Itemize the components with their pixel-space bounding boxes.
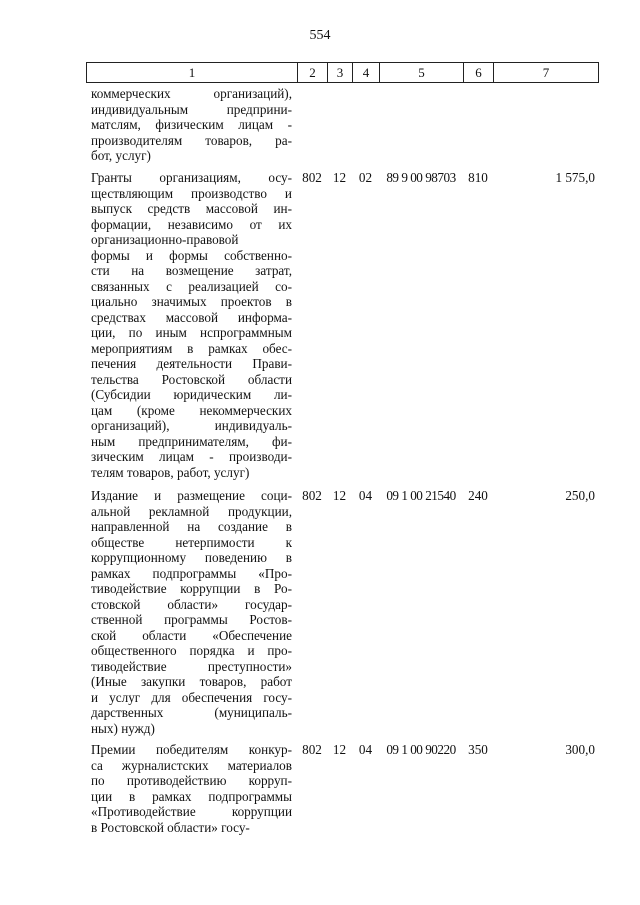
description-line: тиводействие преступности» [91,658,292,674]
description-line: коррупционному поведению в [91,550,292,565]
description-line: Премии победителям конкур- [91,742,292,757]
description-line: ществляющим производство и [91,185,292,201]
description-line: сти на возмещение затрат, [91,263,292,278]
description-line: ных) нужд) [91,720,155,736]
column-header-3: 3 [328,63,353,82]
table-row [86,86,599,164]
column-header-6: 6 [464,63,494,82]
cell-col-3: 12 [332,742,347,757]
description-line: направленной на создание в [91,519,292,534]
description-line: связанных с реализацией со- [91,278,292,294]
cell-col-3: 12 [332,170,347,185]
cell-col-4: 04 [358,488,373,503]
description-line: ции в рамках подпрограммы [91,788,292,804]
cell-col-5: 09 1 00 90220 [386,742,456,757]
description-line: бот, услуг) [91,148,151,163]
description-line: формации, независимо от их [91,216,292,232]
row-description [91,170,292,480]
description-line: телям товаров, работ, услуг) [91,464,250,480]
description-line: тельства Ростовской области [91,371,292,387]
description-line: ственной программы Ростов- [91,612,292,627]
cell-col-2: 802 [302,742,322,757]
description-line: обществе нетерпимости к [91,534,292,550]
table-row [86,488,599,736]
cell-col-7: 250,0 [565,488,595,503]
description-line: формы и формы собственно- [91,247,292,263]
description-line: тиводействие коррупции в Ро- [91,581,292,596]
description-line: выпуск средств массовой ин- [91,201,292,216]
row-description [91,488,292,736]
table-header [86,62,599,83]
description-line: общественного порядка и про- [91,643,292,658]
cell-col-6: 350 [468,742,488,757]
description-line: коммерческих организаций), [91,86,292,101]
column-header-5: 5 [380,63,464,82]
column-header-1: 1 [87,63,298,82]
cell-col-4: 02 [358,170,373,185]
row-description [91,86,292,164]
description-line: зическим лицам - производи- [91,449,292,464]
description-line: по противодействию корруп- [91,773,292,788]
description-line: в Ростовской области» госу- [91,819,250,835]
cell-col-6: 810 [468,170,488,185]
page-number: 554 [309,28,331,43]
description-line: стовской области» государ- [91,596,292,612]
table-row [86,170,599,480]
description-line: мероприятиям в рамках обес- [91,340,292,356]
description-line: циально значимых проектов в [91,294,292,309]
cell-col-6: 240 [468,488,488,503]
description-line: ным предпринимателям, фи- [91,433,292,449]
description-line: Гранты организациям, осу- [91,170,292,185]
description-line: печения деятельности Прави- [91,356,292,371]
description-line: (Иные закупки товаров, работ [91,674,292,689]
cell-col-2: 802 [302,170,322,185]
column-header-2: 2 [298,63,328,82]
cell-col-3: 12 [332,488,347,503]
description-line: Издание и размещение соци- [91,488,292,503]
table-row [86,742,599,835]
description-line: рамках подпрограммы «Про- [91,565,292,581]
cell-col-7: 1 575,0 [555,170,595,185]
description-line: индивидуальным предприни- [91,101,292,117]
cell-col-5: 09 1 00 21540 [386,488,456,503]
description-line: ции, по иным нспрограммным [91,325,292,340]
description-line: цам (кроме некоммерческих [91,402,292,418]
description-line: производителям товаров, ра- [91,132,292,148]
description-line: и услуг для обеспечения госу- [91,689,292,705]
cell-col-5: 89 9 00 98703 [386,170,456,185]
description-line: (Субсидии юридическим ли- [91,387,292,402]
description-line: организационно-правовой [91,232,239,247]
cell-col-2: 802 [302,488,322,503]
description-line: средствах массовой информа- [91,309,292,325]
description-line: альной рекламной продукции, [91,503,292,519]
column-header-7: 7 [542,64,550,80]
cell-col-4: 04 [358,742,373,757]
description-line: матслям, физическим лицам - [91,117,292,132]
description-line: са журналистских материалов [91,757,292,773]
description-line: «Противодействие коррупции [91,804,292,819]
column-header-4: 4 [353,63,380,82]
description-line: организаций), индивидуаль- [91,418,292,433]
description-line: ской области «Обеспечение [91,627,292,643]
cell-col-7: 300,0 [565,742,595,757]
description-line: дарственных (муниципаль- [91,705,292,720]
row-description [91,742,292,835]
